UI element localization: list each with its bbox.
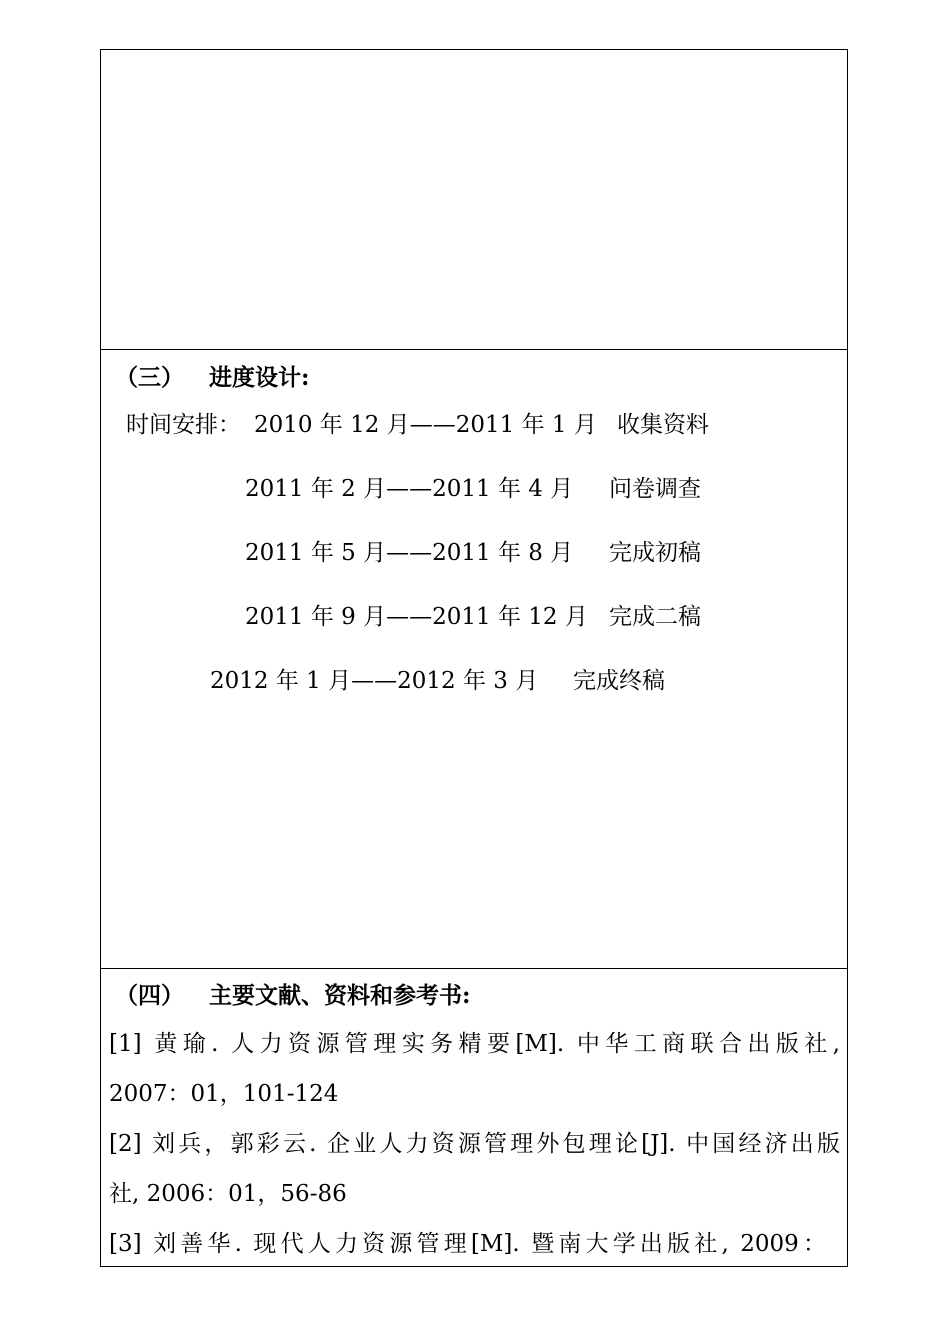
- section4-heading: 主要文献、资料和参考书:: [209, 982, 471, 1009]
- reference-line: 社, 2006：01，56-86: [109, 1181, 347, 1207]
- schedule-range: 2012 年 1 月——2012 年 3 月: [210, 668, 539, 694]
- schedule-task: 完成初稿: [609, 540, 701, 566]
- schedule-lead-label: 时间安排：: [126, 412, 241, 438]
- reference-line: 2007：01，101-124: [109, 1081, 339, 1107]
- schedule-task: 完成二稿: [609, 604, 701, 630]
- reference-line: [2] 刘兵，郭彩云. 企业人力资源管理外包理论[J]. 中国经济出版: [109, 1131, 840, 1157]
- form-table: [100, 49, 848, 1267]
- row-divider-2: [101, 968, 847, 969]
- reference-line: [3] 刘善华. 现代人力资源管理[M]. 暨南大学出版社, 2009：: [109, 1231, 826, 1257]
- schedule-task: 收集资料: [617, 412, 709, 438]
- schedule-range: 2010 年 12 月——2011 年 1 月: [254, 412, 597, 438]
- schedule-range: 2011 年 2 月——2011 年 4 月: [245, 476, 574, 502]
- schedule-task: 问卷调查: [609, 476, 701, 502]
- schedule-task: 完成终稿: [573, 668, 665, 694]
- schedule-range: 2011 年 9 月——2011 年 12 月: [245, 604, 588, 630]
- section4-heading-number: （四）: [115, 982, 184, 1009]
- section3-heading-number: （三）: [115, 364, 184, 391]
- section3-heading: 进度设计:: [209, 364, 310, 391]
- reference-line: [1] 黄瑜. 人力资源管理实务精要[M]. 中华工商联合出版社,: [109, 1031, 840, 1057]
- schedule-range: 2011 年 5 月——2011 年 8 月: [245, 540, 574, 566]
- row-divider-1: [101, 349, 847, 350]
